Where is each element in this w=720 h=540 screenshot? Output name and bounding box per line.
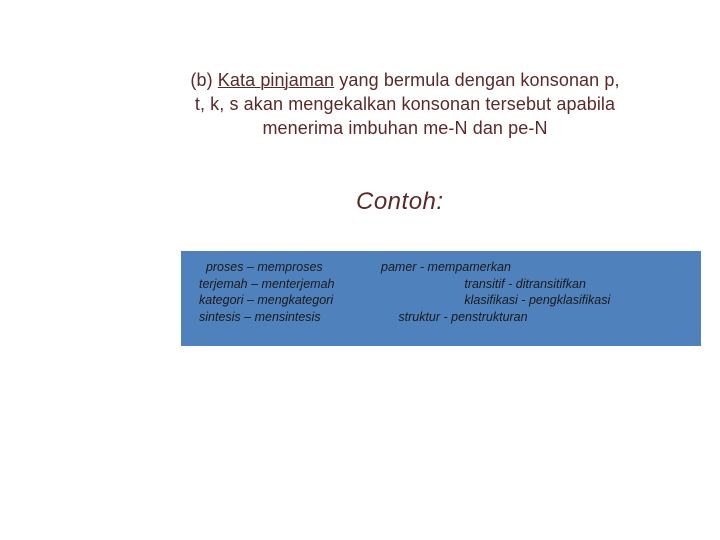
heading-line-1 [150, 68, 660, 92]
examples-left-column [199, 259, 334, 325]
examples-box [181, 251, 701, 346]
heading-term: Kata pinjaman [217, 70, 335, 90]
heading-line-2: t, k, s akan mengekalkan konsonan tersebut apabila [194, 94, 616, 114]
rule-heading [150, 68, 660, 140]
heading-prefix: (b) [190, 70, 218, 90]
example-item: klasifikasi - pengklasifikasi [381, 293, 611, 307]
example-item: transitif - ditransitifkan [381, 276, 586, 291]
example-item: sintesis – mensintesis [199, 309, 321, 324]
examples-right-column [381, 259, 610, 325]
example-item: terjemah – menterjemah [199, 276, 335, 291]
example-item: struktur - penstrukturan [381, 309, 528, 324]
heading-line-3: menerima imbuhan me-N dan pe-N [262, 118, 548, 138]
heading-line-1-rest: yang bermula dengan konsonan p, [334, 70, 620, 90]
example-item: proses – memproses [199, 260, 323, 274]
example-item: pamer - mempamerkan [381, 260, 511, 274]
contoh-label: Contoh: [356, 188, 444, 215]
example-item: kategori – mengkategori [199, 293, 334, 307]
